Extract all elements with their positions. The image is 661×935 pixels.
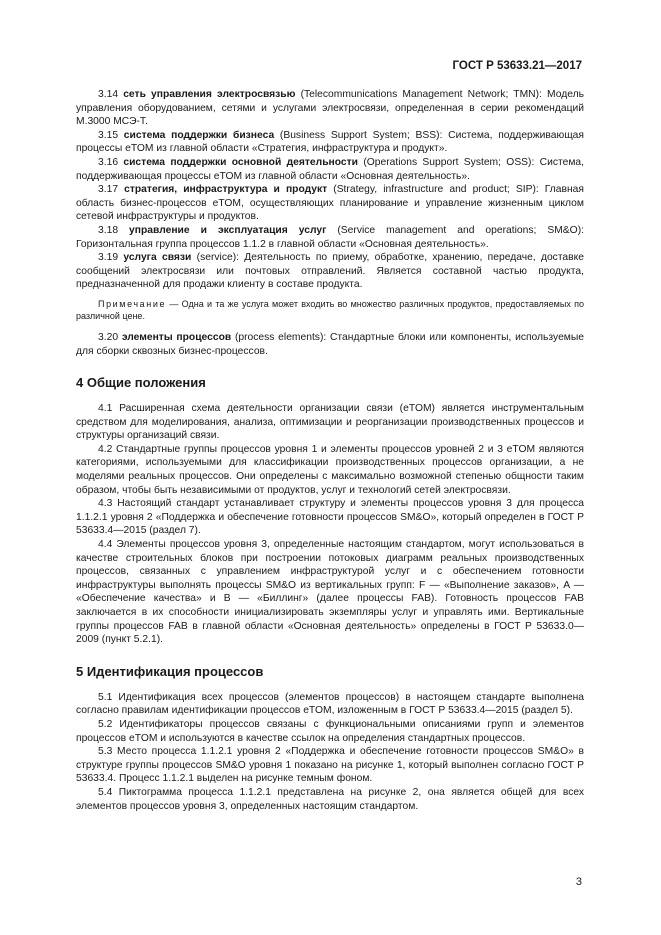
clause-number: 3.17 (98, 184, 119, 196)
term: стратегия, инфраструктура и продукт (124, 184, 328, 196)
definition-text: (Service management and operations; SM&O): Горизонтальная группа процессов 1.1.2 в главной области «Основная деятельность». (76, 224, 584, 250)
paragraph-5-4: 5.4 Пиктограмма процесса 1.1.2.1 представлена на рисунке 2, она является общей для всех элементов процессов уровня 3, определенных настоящим стандартом. (76, 786, 584, 812)
term: услуга связи (123, 252, 192, 264)
definition-text: (Business Support System; BSS): Система, поддерживающая процессы eTOM из главной области «Стратегия, инфраструктура и продукт». (76, 129, 584, 155)
paragraph-5-3: 5.3 Место процесса 1.1.2.1 уровня 2 «Поддержка и обеспечение готовности процессов SM&O» в структуре группы процессов SM&O уровня 1 показано на рисунке 1, который выполнен согласно ГОСТ Р 53633.4. Процесс 1.1.2.1 выделен на рисунке темным фоном. (76, 746, 584, 785)
definition-3-19 (76, 251, 584, 292)
paragraph-4-4: 4.4 Элементы процессов уровня 3, определенные настоящим стандартом, могут использоваться в качестве строительных блоков при построении потоковых диаграмм реальных производственных процессов, связанных с управлением инфраструктурой услуг и с обеспечением готовности инфраструктуры выполнять процессы SM&O из вертикальных групп: F — «Выполнение заказов», A — «Обеспечение качества» и B — «Биллинг» (далее процессы FAB). Готовность процессов FAB заключается в их способности инициализировать экземпляры услуг и управлять ими. Вертикальные группы процессов FAB в главной области «Основная деятельность» определены в ГОСТ Р 53633.0—2009 (пункт 5.2.1). (76, 539, 584, 646)
document-body (76, 88, 584, 813)
clause-number: 3.14 (98, 89, 119, 100)
definition-3-14 (76, 88, 584, 129)
clause-number: 3.20 (98, 331, 119, 343)
clause-number: 3.19 (98, 252, 119, 264)
clause-number: 3.15 (98, 129, 119, 141)
definition-text: (Telecommunications Management Network; TMN): Модель управления оборудованием, сетями и услугами электросвязи, определенная в серии рекомендаций М.3000 МСЭ-Т. (76, 89, 584, 128)
paragraph-4-1: 4.1 Расширенная схема деятельности организации связи (eTOM) является инструментальным средством для моделирования, анализа, оптимизации и реорганизации производственных процессов и структуры организаций связи. (76, 403, 584, 442)
definition-3-16 (76, 156, 584, 183)
note-text: — Одна и та же услуга может входить во множество различных продуктов, предоставляемых по различной цене. (76, 298, 584, 322)
term: система поддержки бизнеса (123, 129, 275, 141)
definition-text: (service): Деятельность по приему, обработке, хранению, передаче, доставке сообщений электросвязи или почтовых отправлений. Является составной частью продукта, предназначенной для продажи клиенту в составе продукта. (76, 252, 584, 291)
definition-3-15 (76, 129, 584, 156)
term: управление и эксплуатация услуг (129, 224, 327, 236)
term: элементы процессов (121, 331, 232, 343)
clause-number: 3.16 (98, 156, 119, 168)
paragraph-5-2: 5.2 Идентификаторы процессов связаны с функциональными описаниями групп и элементов процессов eTOM и используются в качестве ссылок на определения стандартных процессов. (76, 718, 584, 744)
clause-number: 3.18 (98, 224, 119, 236)
term: сеть управления электросвязью (123, 89, 296, 100)
standard-header: ГОСТ Р 53633.21—2017 (452, 60, 582, 72)
section-4-heading: 4 Общие положения (76, 375, 206, 391)
note (76, 298, 584, 323)
note-label: Примечание (98, 298, 167, 309)
definition-3-20 (76, 331, 584, 358)
paragraph-4-2: 4.2 Стандартные группы процессов уровня 1 и элементы процессов уровней 2 и 3 eTOM являются категориями, используемыми для классификации производственных процессов организации, а не моделями реальных процессов. Они определены с максимально возможной степенью общности таким образом, чтобы быть независимыми от продуктов, услуг и технологий сетей электросвязи. (76, 443, 584, 496)
page-number: 3 (575, 876, 582, 888)
definition-text: (process elements): Стандартные блоки или компоненты, используемые для сборки сквозных бизнес-процессов. (76, 331, 584, 357)
paragraph-5-1: 5.1 Идентификация всех процессов (элементов процессов) в настоящем стандарте выполнена согласно правилам идентификации процессов eTOM, изложенным в ГОСТ Р 53633.4—2015 (раздел 5). (76, 691, 584, 717)
definition-text: (Strategy, infrastructure and product; SIP): Главная область бизнес-процессов eTOM, осуществляющих планирование и управление жизненным циклом сетевой инфраструктуры и продуктов. (76, 184, 584, 223)
definition-3-18 (76, 224, 584, 251)
definition-3-17 (76, 183, 584, 224)
paragraph-4-3: 4.3 Настоящий стандарт устанавливает структуру и элементы процессов уровня 3 для процесса 1.1.2.1 уровня 2 «Поддержка и обеспечение готовности процессов SM&O», который определен в ГОСТ Р 53633.4—2015 (раздел 7). (76, 498, 584, 537)
term: система поддержки основной деятельности (123, 156, 358, 168)
definition-text: (Operations Support System; OSS): Система, поддерживающая процессы eTOM из главной области «Основная деятельность». (76, 156, 584, 182)
section-5-heading: 5 Идентификация процессов (76, 663, 264, 679)
